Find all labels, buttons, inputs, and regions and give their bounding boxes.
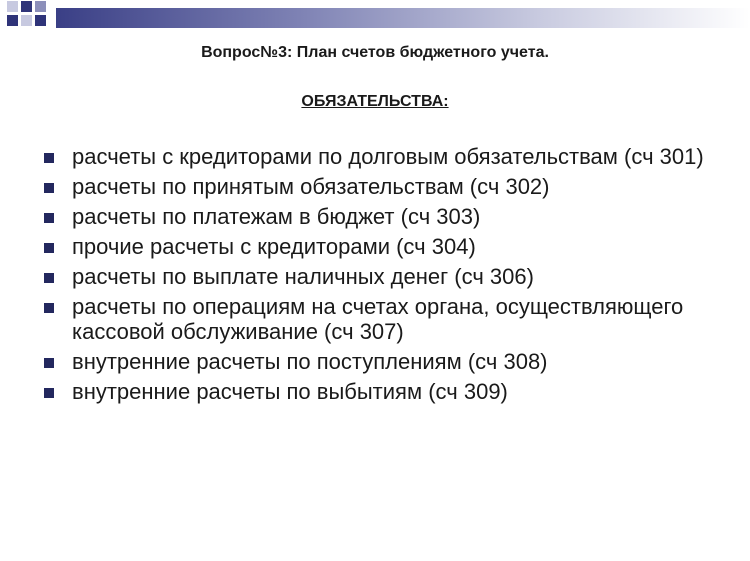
decorative-square [21, 15, 32, 26]
bullet-square-icon [44, 273, 54, 283]
section-heading: ОБЯЗАТЕЛЬСТВА: [301, 93, 449, 110]
list-item [42, 265, 722, 290]
list-item [42, 350, 722, 375]
bullet-square-icon [44, 213, 54, 223]
list-item-text: расчеты по платежам в бюджет (сч 303) [72, 204, 481, 229]
slide-title: Вопрос№3: План счетов бюджетного учета. [201, 44, 549, 61]
list-item [42, 145, 722, 170]
bullet-square-icon [44, 388, 54, 398]
list-item [42, 295, 722, 344]
list-item-text: расчеты по выплате наличных денег (сч 306) [72, 264, 534, 289]
decorative-header-band [0, 0, 750, 34]
decorative-square [35, 1, 46, 12]
decorative-square [35, 15, 46, 26]
accounts-list [42, 145, 722, 410]
list-item-text: прочие расчеты с кредиторами (сч 304) [72, 234, 476, 259]
bullet-square-icon [44, 183, 54, 193]
decorative-square [7, 15, 18, 26]
decorative-square [21, 1, 32, 12]
list-item [42, 235, 722, 260]
list-item-text: внутренние расчеты по поступлениям (сч 308) [72, 348, 548, 374]
bullet-square-icon [44, 358, 54, 368]
list-item [42, 205, 722, 230]
decorative-square [7, 1, 18, 12]
list-item-text: расчеты по принятым обязательствам (сч 302) [72, 174, 550, 199]
list-item-text: расчеты с кредиторами по долговым обязательствам (сч 301) [72, 144, 704, 169]
list-item [42, 380, 722, 405]
list-item-text: расчеты по операциям на счетах органа, осуществляющего кассовой обслуживание (сч 307) [72, 294, 684, 344]
bullet-square-icon [44, 243, 54, 253]
header-gradient-bar [56, 8, 750, 28]
list-item [42, 175, 722, 200]
bullet-square-icon [44, 303, 54, 313]
list-item-text: внутренние расчеты по выбытиям (сч 309) [72, 378, 508, 404]
bullet-square-icon [44, 153, 54, 163]
